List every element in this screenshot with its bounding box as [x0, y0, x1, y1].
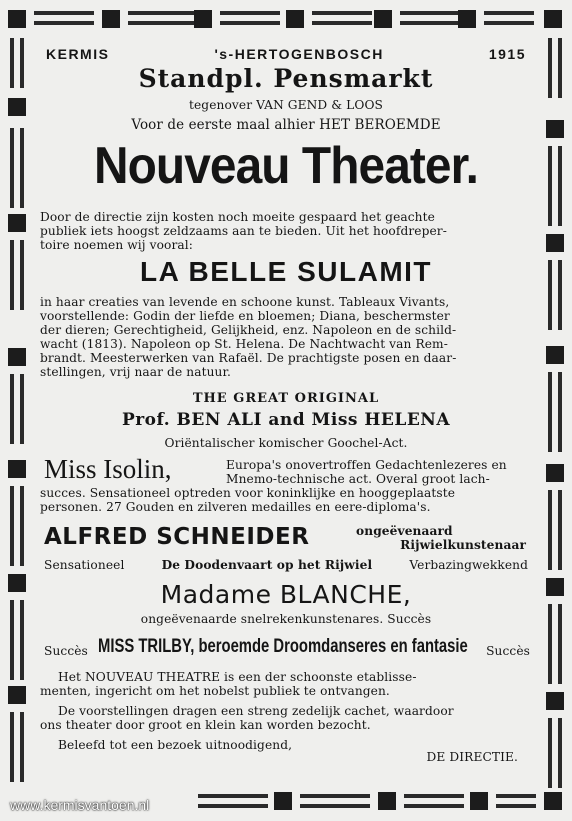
border-square	[546, 234, 564, 252]
border-dash	[548, 490, 552, 570]
border-square	[378, 792, 396, 810]
border-dash	[10, 240, 14, 310]
border-dash	[558, 38, 562, 98]
border-dash	[548, 604, 552, 684]
border-right	[544, 8, 566, 813]
intro-line: Voor de eerste maal alhier HET BEROEMDE	[131, 117, 441, 133]
signature: DE DIRECTIE.	[426, 750, 518, 764]
border-dash	[20, 128, 24, 208]
border-dash	[10, 128, 14, 208]
border-dash	[548, 372, 552, 452]
closing-line: Beleefd tot een bezoek uitnoodigend,	[58, 738, 293, 752]
border-dash	[558, 260, 562, 330]
isolin-line: succes. Sensationeel optreden voor koninklijke en hooggeplaatste	[40, 486, 456, 500]
border-square	[286, 10, 304, 28]
alfred-left: Sensationeel	[44, 558, 125, 572]
paragraph2-line: brandt. Meesterwerken van Rafaël. De prachtigste posen en daar-	[40, 351, 457, 365]
border-dash	[10, 38, 14, 88]
isolin-line: Europa's onovertroffen Gedachtenlezeres en	[226, 458, 507, 472]
alfred-name: ALFRED SCHNEIDER	[44, 524, 310, 550]
border-square	[546, 692, 564, 710]
border-dash	[558, 372, 562, 452]
header-row	[40, 46, 532, 62]
border-dash	[34, 11, 94, 15]
trilby-main: MISS TRILBY, beroemde Droomdanseres en fantasie	[98, 636, 468, 657]
border-left	[6, 8, 28, 813]
alfred-block	[40, 524, 532, 556]
border-dash	[300, 794, 370, 798]
closing-line: ons theater door groot en klein kan worden bezocht.	[40, 718, 371, 732]
closing-line: menten, ingericht om het nobelst publiek te ontvangen.	[40, 684, 390, 698]
border-dash	[10, 486, 14, 566]
border-square	[8, 460, 26, 478]
border-dash	[198, 794, 268, 798]
paragraph1-line: Door de directie zijn kosten noch moeite gespaard het geachte	[40, 210, 435, 224]
poster-content	[40, 36, 532, 781]
border-dash	[558, 718, 562, 788]
border-dash	[548, 38, 552, 98]
border-square	[546, 464, 564, 482]
border-square	[546, 578, 564, 596]
border-dash	[198, 804, 268, 808]
alfred-side: ongeëvenaard	[356, 524, 453, 538]
border-dash	[496, 794, 536, 798]
border-dash	[300, 804, 370, 808]
header-year: 1915	[488, 46, 526, 62]
trilby-row	[40, 636, 532, 662]
ben-ali-helena: Prof. BEN ALI and Miss HELENA	[121, 410, 451, 430]
border-dash	[548, 718, 552, 788]
border-dash	[220, 11, 280, 15]
blanche-desc: ongeëvenaarde snelrekenkunstenares. Succès	[140, 612, 432, 626]
border-square	[470, 792, 488, 810]
alfred-side: Rijwielkunstenaar	[400, 538, 526, 552]
paragraph1-line: toire noemen wij vooral:	[40, 238, 193, 252]
great-original: THE GREAT ORIGINAL	[192, 391, 380, 406]
border-dash	[128, 11, 198, 15]
border-dash	[312, 21, 372, 25]
border-square	[546, 346, 564, 364]
border-dash	[400, 11, 460, 15]
border-square	[102, 10, 120, 28]
location: Standpl. Pensmarkt	[138, 64, 434, 93]
border-square	[8, 686, 26, 704]
border-square	[8, 98, 26, 116]
watermark: www.kermisvantoen.nl	[10, 797, 150, 813]
border-square	[8, 214, 26, 232]
border-square	[544, 792, 562, 810]
border-dash	[496, 804, 536, 808]
border-dash	[312, 11, 372, 15]
paragraph1-line: publiek iets hoogst zeldzaams aan te bieden. Uit het hoofdreper-	[40, 224, 447, 238]
border-dash	[34, 21, 94, 25]
paragraph2-line: wacht (1813). Napoleon op St. Helena. De Nachtwacht van Rem-	[40, 337, 448, 351]
border-dash	[220, 21, 280, 25]
paragraph2-line: in haar creaties van levende en schoone kunst. Tableaux Vivants,	[40, 295, 450, 309]
border-dash	[558, 604, 562, 684]
opposite-line: tegenover VAN GEND & LOOS	[188, 98, 383, 112]
border-dash	[558, 490, 562, 570]
paragraph2-line: stellingen, vrij naar de natuur.	[40, 365, 232, 379]
border-dash	[20, 712, 24, 782]
alfred-right: Verbazingwekkend	[409, 558, 528, 572]
alfred-center: De Doodenvaart op het Rijwiel	[161, 558, 373, 572]
trilby-left: Succès	[44, 644, 88, 658]
paragraph2-line: voorstellende: Godin der liefde en bloemen; Diana, beschermster	[40, 309, 450, 323]
header-city: 's-HERTOGENBOSCH	[214, 46, 384, 62]
border-dash	[548, 260, 552, 330]
border-dash	[484, 11, 534, 15]
border-dash	[404, 794, 464, 798]
border-dash	[400, 21, 460, 25]
border-dash	[558, 146, 562, 226]
border-square	[274, 792, 292, 810]
border-dash	[548, 146, 552, 226]
border-dash	[20, 240, 24, 310]
border-dash	[20, 600, 24, 680]
paragraph2-line: der dieren; Gerechtigheid, Gelijkheid, enz. Napoleon en de schild-	[40, 323, 457, 337]
orient-act: Oriëntalischer komischer Goochel-Act.	[164, 436, 408, 450]
border-dash	[20, 374, 24, 444]
border-dash	[10, 600, 14, 680]
border-top	[8, 8, 564, 30]
belle-sulamit: LA BELLE SULAMIT	[139, 256, 433, 287]
isolin-line: Mnemo-technische act. Overal groot lach-	[226, 472, 490, 486]
header-kermis: KERMIS	[46, 46, 110, 62]
isolin-line: personen. 27 Gouden en zilveren medailles en eere-diploma's.	[40, 500, 431, 514]
border-dash	[10, 712, 14, 782]
blanche-name: Madame BLANCHE,	[160, 580, 412, 609]
border-dash	[404, 804, 464, 808]
closing-line: De voorstellingen dragen een streng zedelijk cachet, waardoor	[58, 704, 454, 718]
closing-line: Het NOUVEAU THEATRE is een der schoonste etablisse-	[58, 670, 417, 684]
border-dash	[128, 21, 198, 25]
isolin-name: Miss Isolin,	[44, 454, 172, 484]
border-dash	[20, 38, 24, 88]
main-title: Nouveau Theater.	[93, 137, 479, 195]
trilby-right: Succès	[486, 644, 530, 658]
border-dash	[484, 21, 534, 25]
border-square	[458, 10, 476, 28]
border-square	[8, 574, 26, 592]
border-dash	[10, 374, 14, 444]
border-square	[374, 10, 392, 28]
border-square	[546, 120, 564, 138]
border-square	[8, 348, 26, 366]
border-square	[194, 10, 212, 28]
border-dash	[20, 486, 24, 566]
alfred-row	[40, 558, 532, 572]
